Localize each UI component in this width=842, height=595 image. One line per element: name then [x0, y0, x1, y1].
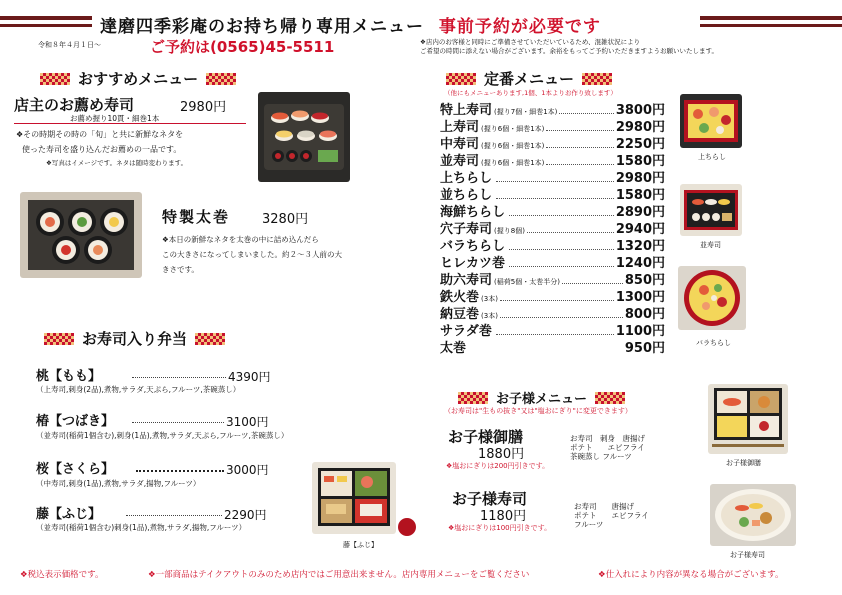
recommend-item1-desc2: 使った寿司を盛り込んだお薦めの一品です。: [22, 145, 182, 154]
photo-caption: お子様寿司: [730, 551, 765, 559]
checker-ornament: [595, 392, 625, 404]
kids-heading: お子様メニュー: [458, 388, 625, 407]
recommend-item2-desc2: この大きさになってしまいました。約２～３人前の大: [162, 250, 342, 259]
checker-ornament: [40, 73, 70, 85]
recommend-item2-desc3: きさです。: [162, 265, 199, 274]
menu-row: バラちらし 1320円: [440, 239, 665, 254]
menu-row: 穴子寿司 (握り8個) 2940円: [440, 222, 665, 237]
photo-caption: お子様御膳: [726, 459, 761, 467]
leader-dots: [126, 515, 222, 516]
photo-caption: 上ちらし: [698, 153, 726, 161]
fuji-bento-photo: [312, 462, 396, 534]
kids-item1-name: お子様御膳: [448, 428, 524, 446]
teiban-heading: 定番メニュー: [446, 68, 612, 89]
leader-dots: [132, 422, 224, 423]
recommend-item2-name: 特製太巻: [162, 208, 231, 226]
menu-row: 並ちらし 1580円: [440, 188, 665, 203]
bento-item-desc: （中寿司,刺身(1品),煮物,サラダ,揚物,フルーツ）: [36, 479, 201, 488]
checker-ornament: [458, 392, 488, 404]
menu-row: 助六寿司 (稲荷5個・太巻半分) 850円: [440, 273, 665, 288]
bento-item-desc: （並寿司(稲荷1個含む),刺身(1品),煮物,サラダ,天ぷら,フルーツ,茶碗蒸し）: [36, 431, 289, 440]
leader-dots: [132, 377, 226, 378]
bento-item-price: 3100円: [226, 415, 269, 429]
futomaki-photo: [20, 192, 142, 278]
recommend-item1-sub: お薦め握り10貫・細巻1本: [70, 114, 160, 123]
recommend-item1-desc1: ❖その時期その時の「旬」と共に新鮮なネタを: [16, 130, 184, 139]
menu-row: 上寿司 (握り6個・細巻1本) 2980円: [440, 120, 665, 135]
checker-ornament: [446, 73, 476, 85]
kids-item2-price: 1180円: [480, 509, 527, 524]
checker-ornament: [206, 73, 236, 85]
bento-item-desc: （並寿司(稲荷1個含む)刺身(1品),煮物,サラダ,揚物,フルーツ）: [36, 523, 247, 532]
nami-sushi-photo: [680, 184, 742, 236]
header-band-right: [700, 16, 842, 20]
header-band-right-2: [700, 24, 842, 27]
checker-ornament: [195, 333, 225, 345]
photo-caption: 藤【ふじ】: [343, 541, 378, 549]
kids-item1-contents: お寿司 刺身 唐揚げ ポテト エビフライ 茶碗蒸し フルーツ: [570, 434, 645, 461]
menu-row: 特上寿司 (握り7個・細巻1本) 3800円: [440, 103, 665, 118]
checker-ornament: [582, 73, 612, 85]
teiban-sub: （他にもメニューあります,1個、1本よりお作り致します）: [444, 89, 617, 97]
recommend-heading: おすすめメニュー: [40, 68, 236, 89]
checker-ornament: [44, 333, 74, 345]
kids-item2-note: ❖塩おにぎりは100円引きです。: [448, 524, 552, 532]
footer-takeout-note: ❖一部商品はテイクアウトのみのため店内ではご用意出来ません。店内専用メニューをご覧ください: [148, 570, 530, 580]
menu-row: ヒレカツ巻 1240円: [440, 256, 665, 271]
menu-row: 太巻 950円: [440, 341, 665, 356]
photo-caption: バラちらし: [696, 339, 731, 347]
header-notice: ❖店内のお客様と同時にご準備させていただいているため、混雑状況により ご希望の時間に添えない場合がございます。余裕をもってご予約いただきますようお願いいたします。: [420, 38, 718, 55]
bento-item-price: 4390円: [228, 370, 271, 384]
bara-chirashi-photo: [678, 266, 746, 330]
recommend-item2-price: 3280円: [262, 212, 309, 227]
kids-sub: （お寿司は"生もの抜き"又は"塩おにぎり"に変更できます）: [444, 407, 632, 415]
kids-item2-contents: お寿司 唐揚げ ポテト エビフライ フルーツ: [574, 502, 649, 529]
recommend-item2-desc1: ❖本日の新鮮なネタを太巻の中に詰め込んだら: [162, 235, 319, 244]
menu-row: 中寿司 (握り6個・細巻1本) 2250円: [440, 137, 665, 152]
bento-heading: お寿司入り弁当: [44, 328, 225, 349]
bento-item-price: 3000円: [226, 463, 269, 477]
menu-row: 鉄火巻 (3本) 1300円: [440, 290, 665, 305]
kids-item1-price: 1880円: [478, 447, 525, 462]
menu-row: 上ちらし 2980円: [440, 171, 665, 186]
kids-sushi-photo: [710, 484, 796, 546]
recommend-item1-note: ❖写真はイメージです。ネタは随時変わります。: [46, 159, 188, 167]
leader-dots: [136, 470, 224, 472]
header-band-left-2: [0, 24, 92, 27]
jou-chirashi-photo: [680, 94, 742, 148]
bento-item-name: 藤【ふじ】: [36, 507, 102, 522]
recommend-item1-price: 2980円: [180, 100, 227, 115]
menu-row: 納豆巻 (3本) 800円: [440, 307, 665, 322]
footer-stock-note: ❖仕入れにより内容が異なる場合がございます。: [598, 570, 784, 580]
bento-item-name: 桃【もも】: [36, 369, 102, 384]
bento-item-price: 2290円: [224, 508, 267, 522]
menu-row: サラダ巻 1100円: [440, 324, 665, 339]
menu-row: 海鮮ちらし 2890円: [440, 205, 665, 220]
menu-row: 並寿司 (握り6個・細巻1本) 1580円: [440, 154, 665, 169]
page-title: 達磨四季彩庵のお持ち帰り専用メニュー 事前予約が必要です: [100, 17, 601, 37]
nigiri-photo: [258, 92, 350, 182]
reservation-phone[interactable]: ご予約は(0565)45-5511: [150, 38, 335, 56]
kids-item1-note: ❖塩おにぎりは200円引きです。: [446, 462, 550, 470]
bento-item-name: 椿【つばき】: [36, 414, 115, 429]
soy-dish: [398, 518, 416, 536]
recommend-item1-name: 店主のお薦め寿司: [14, 96, 135, 114]
kids-item2-name: お子様寿司: [452, 490, 528, 508]
kids-gozen-photo: [708, 384, 788, 454]
footer-tax-note: ❖税込表示価格です。: [20, 570, 104, 580]
effective-date: 令和８年４月１日～: [38, 41, 101, 49]
divider: [14, 123, 246, 124]
header-band-left: [0, 16, 92, 20]
photo-caption: 並寿司: [700, 241, 721, 249]
bento-item-name: 桜【さくら】: [36, 462, 115, 477]
bento-item-desc: （上寿司,刺身(2品),煮物,サラダ,天ぷら,フルーツ,茶碗蒸し）: [36, 385, 241, 394]
